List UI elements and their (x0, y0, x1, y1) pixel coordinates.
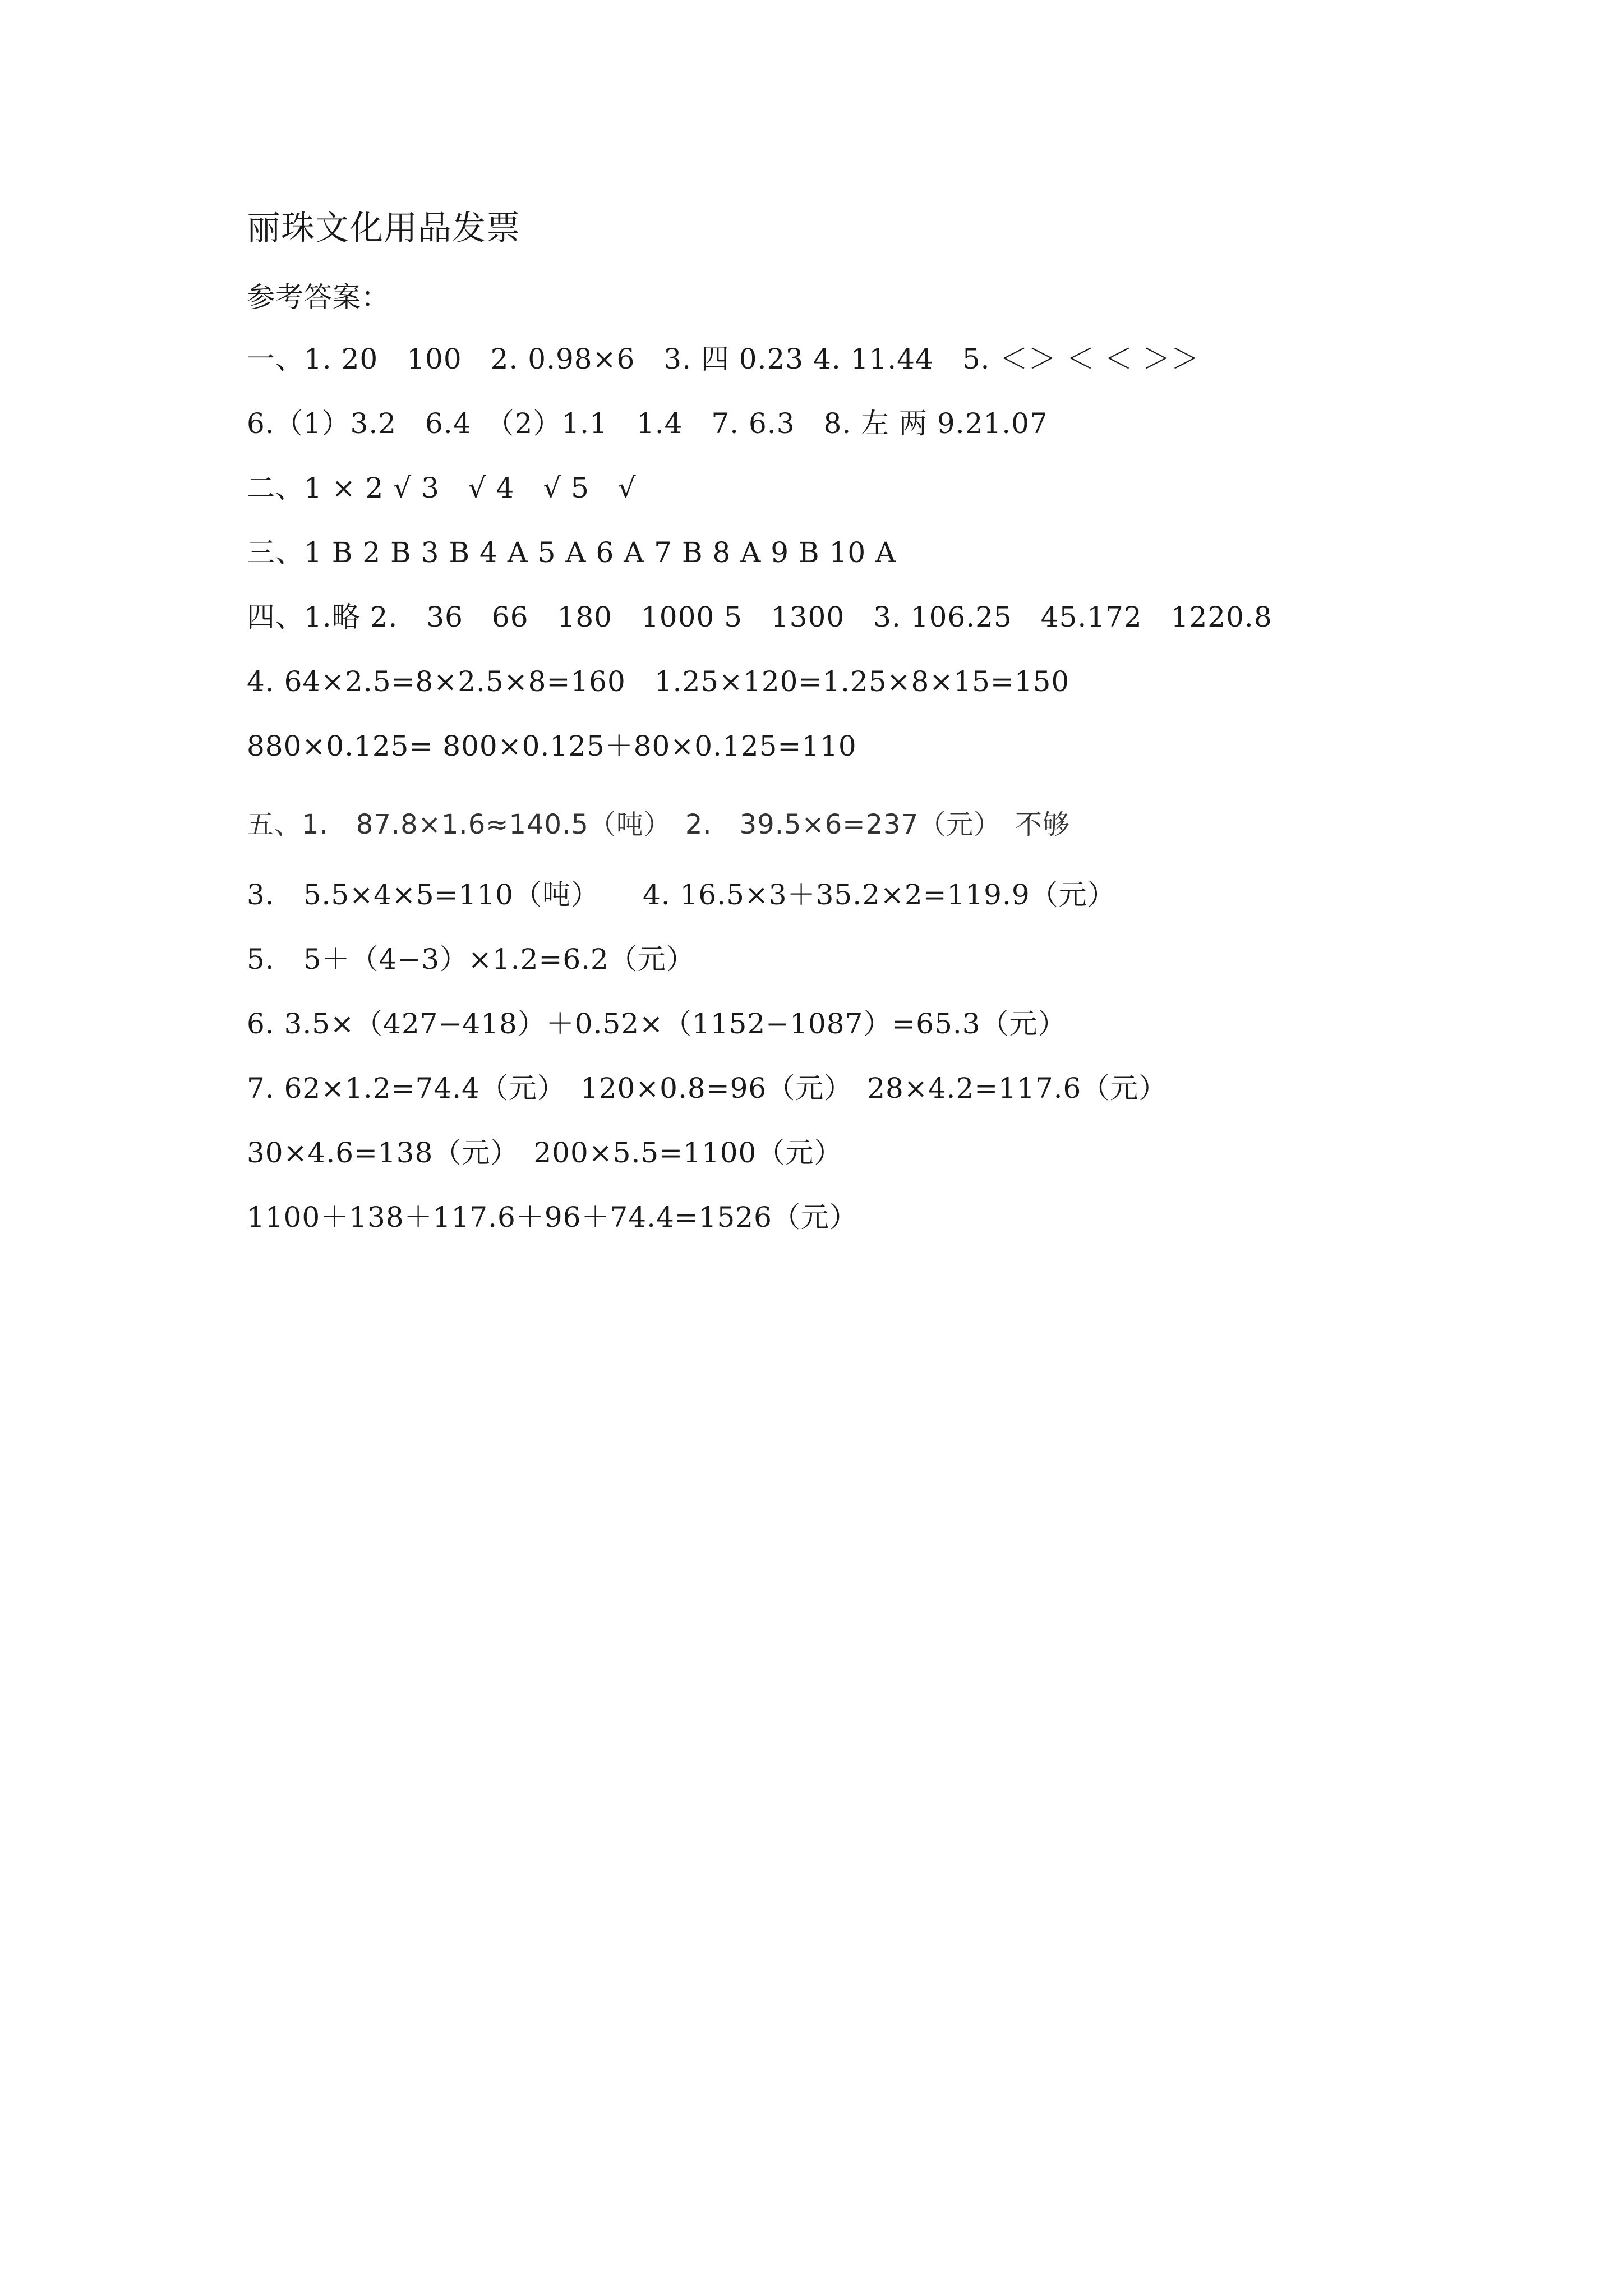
answer-line-2: 6.（1）3.2 6.4 （2）1.1 1.4 7. 6.3 8. 左 两 9.21.07 (247, 407, 1048, 440)
answer-line-3: 二、1 × 2 √ 3 √ 4 √ 5 √ (247, 472, 637, 504)
answer-line-1: 一、1. 20 100 2. 0.98×6 3. 四 0.23 4. 11.44 5. ＜＞ ＜ ＜ ＞＞ (247, 343, 1200, 375)
document-title: 丽珠文化用品发票 (247, 209, 520, 248)
answer-line-10: 5. 5＋（4−3）×1.2=6.2（元） (247, 943, 695, 976)
answer-line-4: 三、1 B 2 B 3 B 4 A 5 A 6 A 7 B 8 A 9 B 10 A (247, 536, 897, 569)
answer-line-9: 3. 5.5×4×5=110（吨） 4. 16.5×3＋35.2×2=119.9（元） (247, 878, 1116, 911)
answer-line-11: 6. 3.5×（427−418）＋0.52×（1152−1087）=65.3（元） (247, 1007, 1067, 1040)
answer-line-8: 五、1. 87.8×1.6≈140.5（吨） 2. 39.5×6=237（元） 不够 (247, 809, 1071, 840)
answer-line-14: 1100＋138＋117.6＋96＋74.4=1526（元） (247, 1201, 858, 1234)
answer-line-12: 7. 62×1.2=74.4（元） 120×0.8=96（元） 28×4.2=117.6（元） (247, 1072, 1168, 1105)
answer-heading: 参考答案： (247, 281, 390, 314)
answer-line-7: 880×0.125= 800×0.125＋80×0.125=110 (247, 730, 857, 762)
answer-line-6: 4. 64×2.5=8×2.5×8=160 1.25×120=1.25×8×15=150 (247, 665, 1070, 698)
answer-line-5: 四、1.略 2. 36 66 180 1000 5 1300 3. 106.25 45.172 1220.8 (247, 601, 1272, 633)
answer-line-13: 30×4.6=138（元） 200×5.5=1100（元） (247, 1137, 843, 1169)
